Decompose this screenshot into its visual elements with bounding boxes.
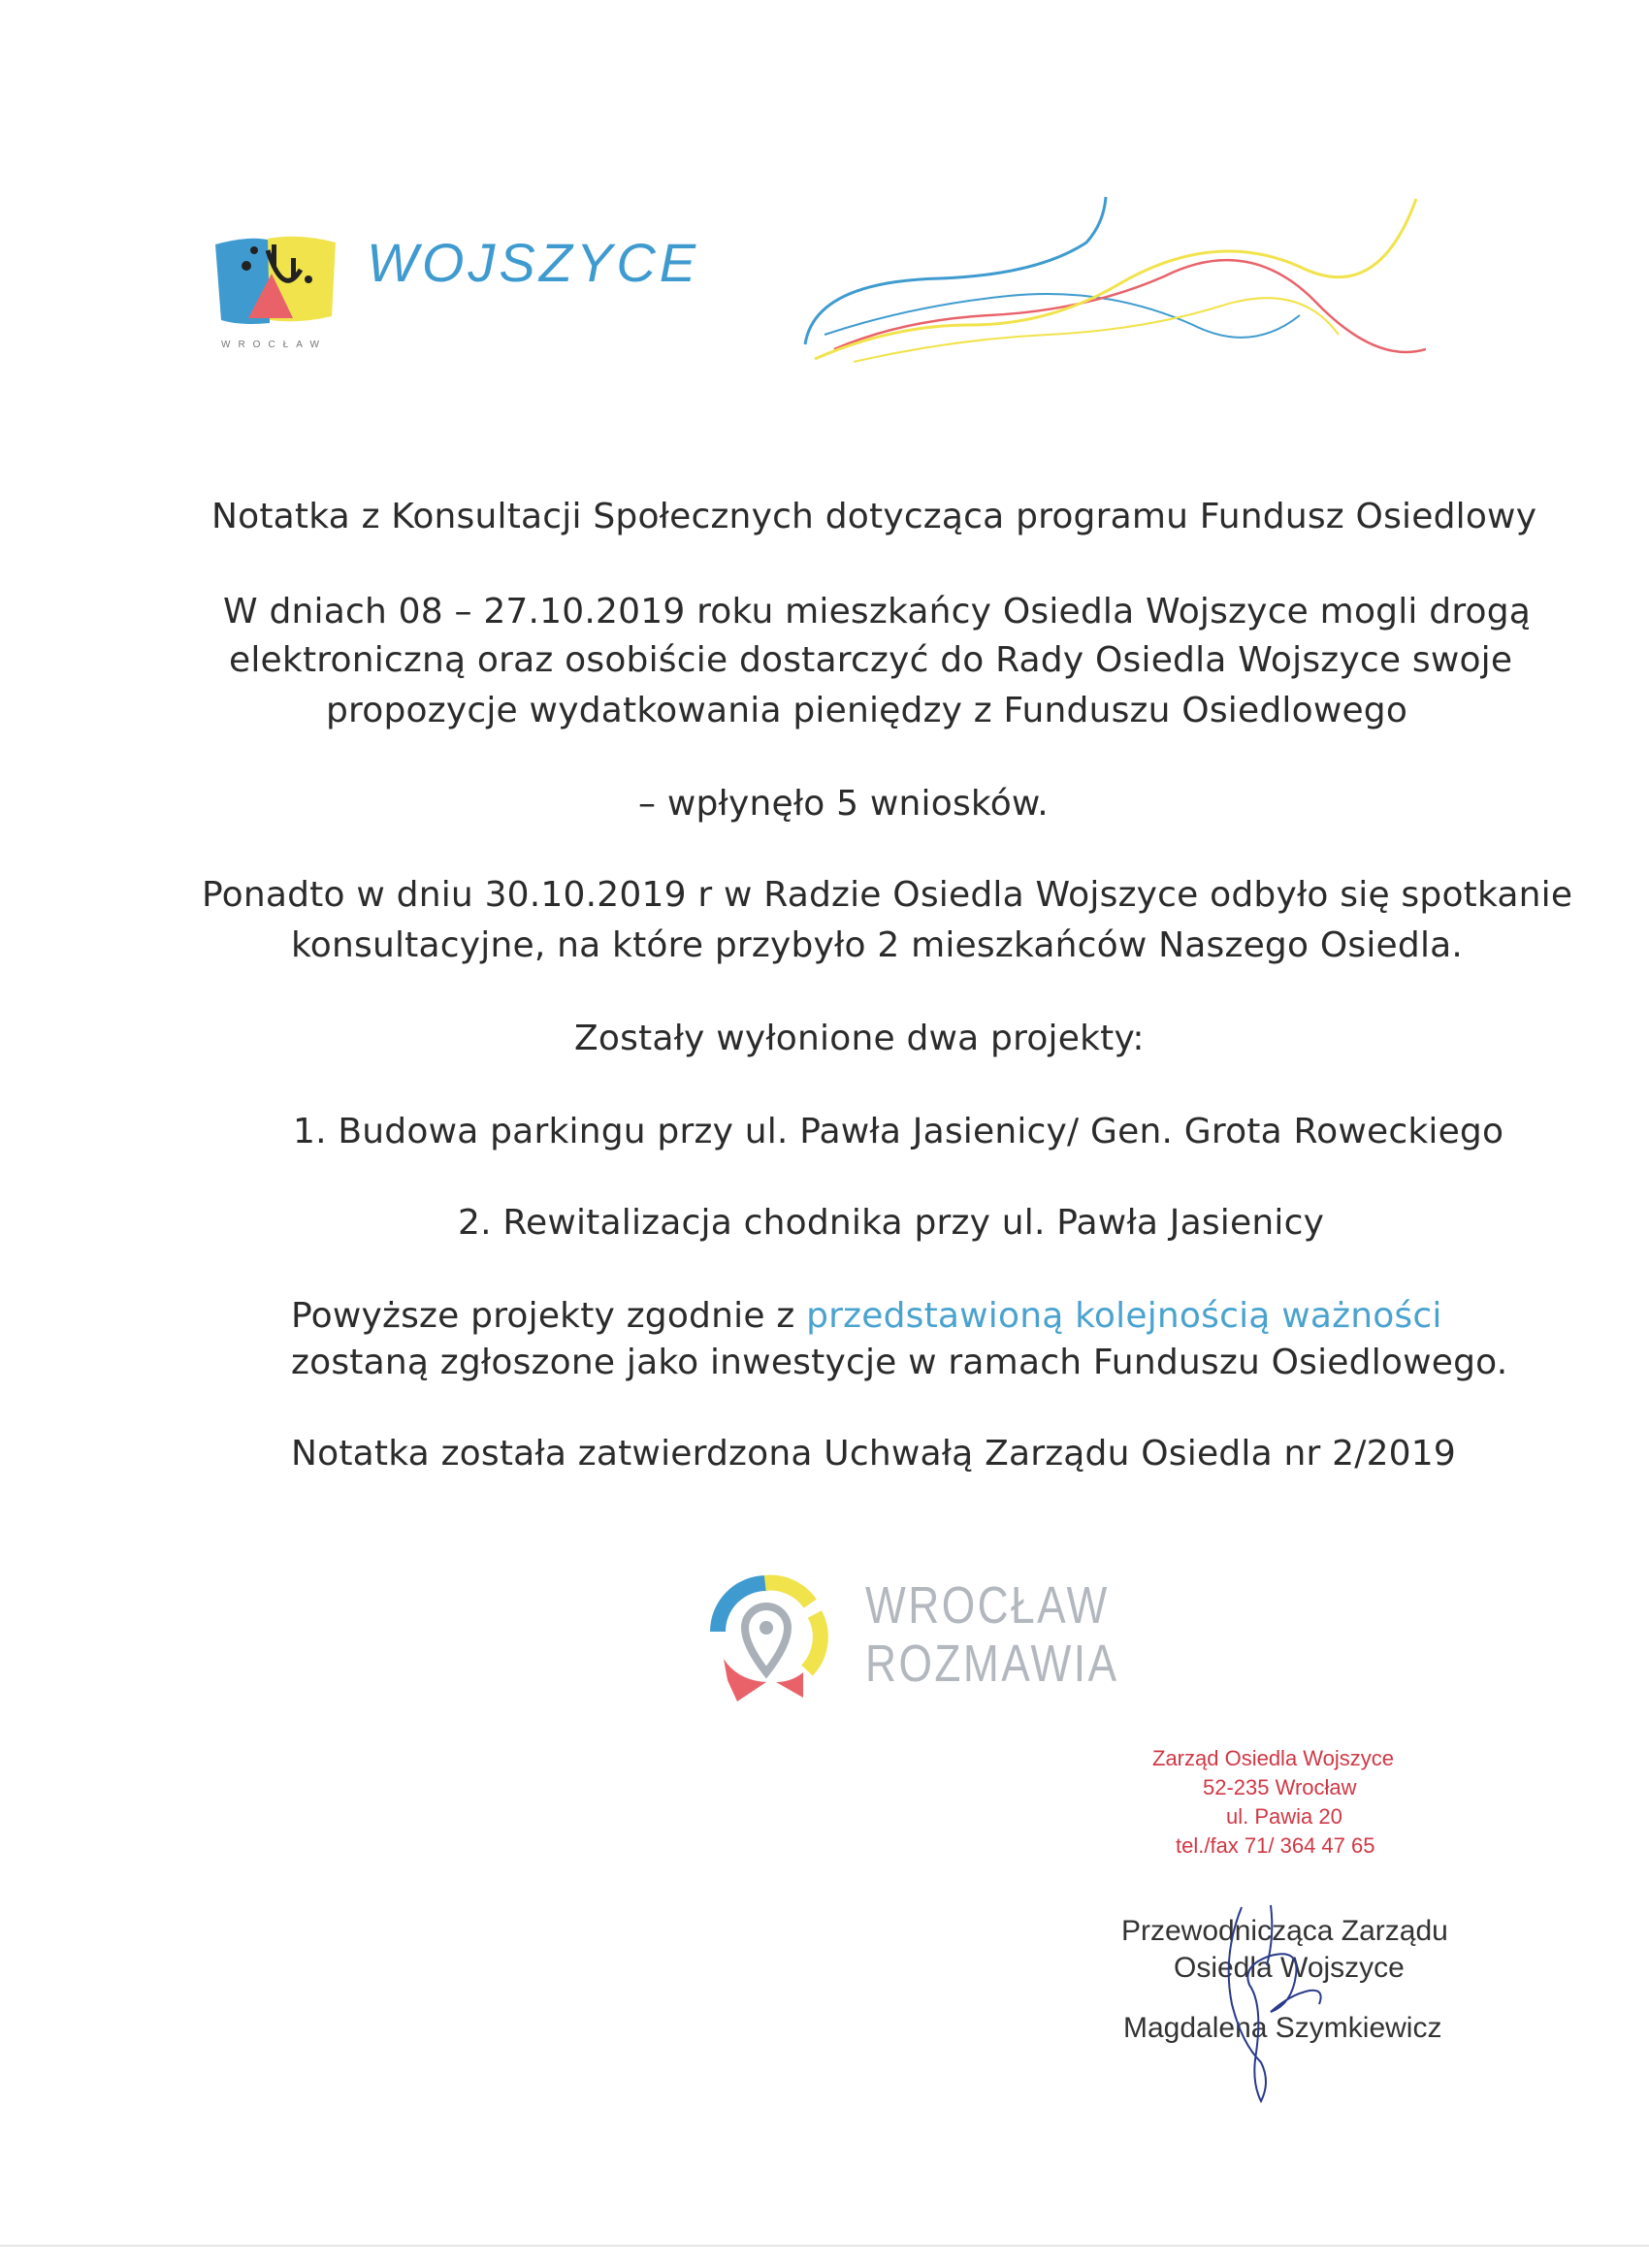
highlighted-text: przedstawioną kolejnością ważności	[806, 1296, 1442, 1336]
project-item-2: 2. Rewitalizacja chodnika przy ul. Pawła Jasienicy	[458, 1203, 1325, 1243]
paragraph-3-line-1: Ponadto w dniu 30.10.2019 r w Radzie Osiedla Wojszyce odbyło się spotkanie	[202, 875, 1573, 915]
wroclaw-text: WROCŁAW	[865, 1576, 1110, 1635]
stamp-line-1: Zarząd Osiedla Wojszyce	[1152, 1746, 1395, 1770]
project-item-1: 1. Budowa parkingu przy ul. Pawła Jasienicy/ Gen. Grota Roweckiego	[293, 1112, 1504, 1151]
rozmawia-text: ROZMAWIA	[865, 1635, 1119, 1693]
paragraph-1-line-2: elektroniczną oraz osobiście dostarczyć do Rady Osiedla Wojszyce swoje	[229, 640, 1513, 680]
stamp-line-4: tel./fax 71/ 364 47 65	[1176, 1833, 1375, 1858]
decorative-waves	[795, 189, 1426, 369]
wojszyce-logo-text: WOJSZYCE	[367, 232, 700, 293]
paragraph-4: Zostały wyłonione dwa projekty:	[574, 1019, 1145, 1058]
wojszyce-logo-subtext: WROCŁAW	[221, 340, 327, 350]
paragraph-5-line-2: zostaną zgłoszone jako inwestycje w ramach Funduszu Osiedlowego.	[291, 1343, 1508, 1382]
paragraph-1-line-3: propozycje wydatkowania pieniędzy z Funduszu Osiedlowego	[326, 691, 1408, 730]
paragraph-3-line-2: konsultacyjne, na które przybyło 2 mieszkańców Naszego Osiedla.	[291, 925, 1464, 965]
paragraph-5-text: Powyższe projekty zgodnie z	[291, 1296, 807, 1336]
paragraph-1-line-1: W dniach 08 – 27.10.2019 roku mieszkańcy Osiedla Wojszyce mogli drogą	[223, 592, 1532, 632]
wroclaw-rozmawia-logo-mark	[698, 1564, 834, 1709]
scan-edge-line	[0, 2245, 1649, 2247]
handwritten-signature	[1203, 1897, 1339, 2111]
stamp-line-3: ul. Pawia 20	[1226, 1804, 1342, 1829]
signature-role-line-2: Osiedla Wojszyce	[1174, 1952, 1405, 1984]
paragraph-6: Notatka została zatwierdzona Uchwałą Zarządu Osiedla nr 2/2019	[291, 1434, 1456, 1474]
paragraph-5-line-1	[291, 1296, 1442, 1336]
page-title: Notatka z Konsultacji Społecznych dotycząca programu Fundusz Osiedlowy	[211, 497, 1537, 536]
signature-name: Magdalena Szymkiewicz	[1123, 2012, 1442, 2044]
paragraph-2: – wpłynęło 5 wniosków.	[638, 784, 1049, 824]
signature-role-line-1: Przewodnicząca Zarządu	[1121, 1915, 1448, 1947]
stamp-line-2: 52-235 Wrocław	[1203, 1775, 1357, 1799]
wojszyce-logo-mark	[211, 231, 341, 328]
